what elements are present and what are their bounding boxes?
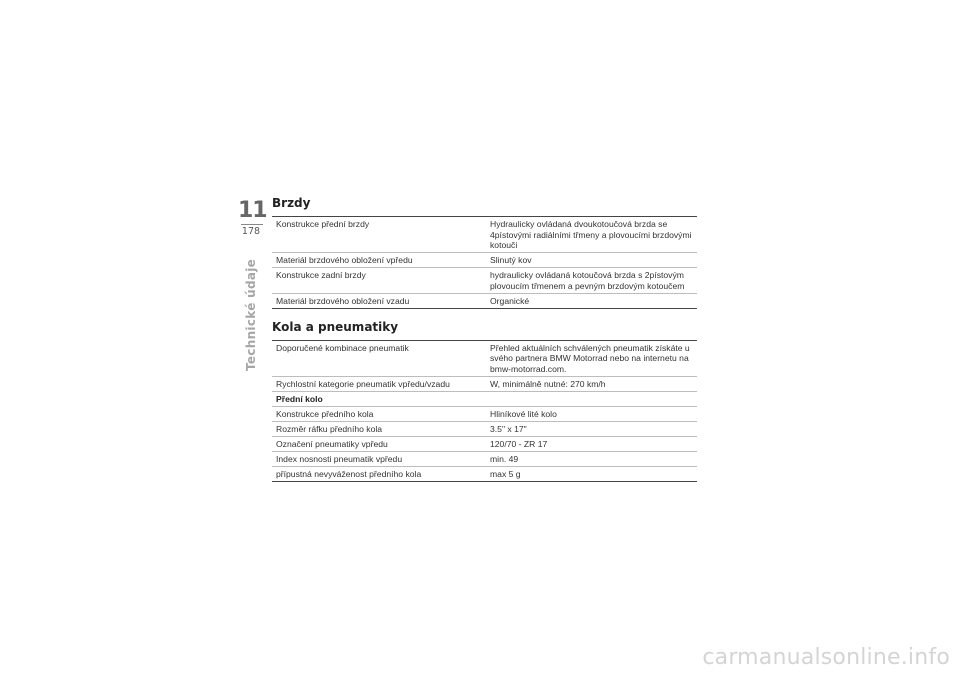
table-row	[272, 376, 697, 391]
spec-value: Hydraulicky ovládaná dvoukotoučová brzda se 4pístovými radiálními třmeny a plovoucími brzdovými kotouči	[486, 217, 697, 253]
wheels-heading: Kola a pneumatiky	[272, 319, 399, 334]
spec-value: hydraulicky ovládaná kotoučová brzda s 2pístovým plovoucím třmenem a pevným brzdovým kotoučem	[486, 268, 697, 294]
spec-value: 3.5" x 17"	[486, 421, 697, 436]
table-row	[272, 293, 697, 308]
spec-value: Přehled aktuálních schválených pneumatik získáte u svého partnera BMW Motorrad nebo na internetu na bmw-motorrad.com.	[486, 340, 697, 376]
spec-label: Konstrukce předního kola	[272, 406, 486, 421]
spec-label: přípustná nevyváženost předního kola	[272, 466, 486, 481]
spec-value: W, minimálně nutné: 270 km/h	[486, 376, 697, 391]
table-row	[272, 466, 697, 481]
watermark: carmanualsonline.info	[702, 645, 950, 670]
spec-value: Slinutý kov	[486, 253, 697, 268]
spec-value: max 5 g	[486, 466, 697, 481]
spec-value: Hliníkové lité kolo	[486, 406, 697, 421]
chapter-divider	[241, 224, 263, 225]
spec-label: Konstrukce přední brzdy	[272, 217, 486, 253]
table-row	[272, 253, 697, 268]
spec-label: Rychlostní kategorie pneumatik vpředu/vzadu	[272, 376, 486, 391]
spec-label: Rozměr ráfku předního kola	[272, 421, 486, 436]
spec-label: Materiál brzdového obložení vpředu	[272, 253, 486, 268]
table-subheading-row	[272, 391, 697, 406]
table-row	[272, 451, 697, 466]
spec-label: Doporučené kombinace pneumatik	[272, 340, 486, 376]
spec-value: 120/70 - ZR 17	[486, 436, 697, 451]
table-row	[272, 406, 697, 421]
table-row	[272, 268, 697, 294]
spec-label: Označení pneumatiky vpředu	[272, 436, 486, 451]
brakes-table	[272, 216, 697, 309]
table-row	[272, 421, 697, 436]
page-content	[272, 196, 697, 482]
spec-label: Index nosnosti pneumatik vpředu	[272, 451, 486, 466]
spec-label: Materiál brzdového obložení vzadu	[272, 293, 486, 308]
brakes-heading: Brzdy	[272, 196, 311, 210]
table-row	[272, 436, 697, 451]
table-row	[272, 340, 697, 376]
spec-label: Konstrukce zadní brzdy	[272, 268, 486, 294]
spec-value: min. 49	[486, 451, 697, 466]
wheels-table	[272, 340, 697, 482]
chapter-title: Technické údaje	[244, 258, 258, 371]
front-wheel-heading: Přední kolo	[272, 391, 697, 406]
page-number: 178	[241, 226, 261, 237]
table-row	[272, 217, 697, 253]
spec-value: Organické	[486, 293, 697, 308]
chapter-number: 11	[238, 198, 267, 223]
